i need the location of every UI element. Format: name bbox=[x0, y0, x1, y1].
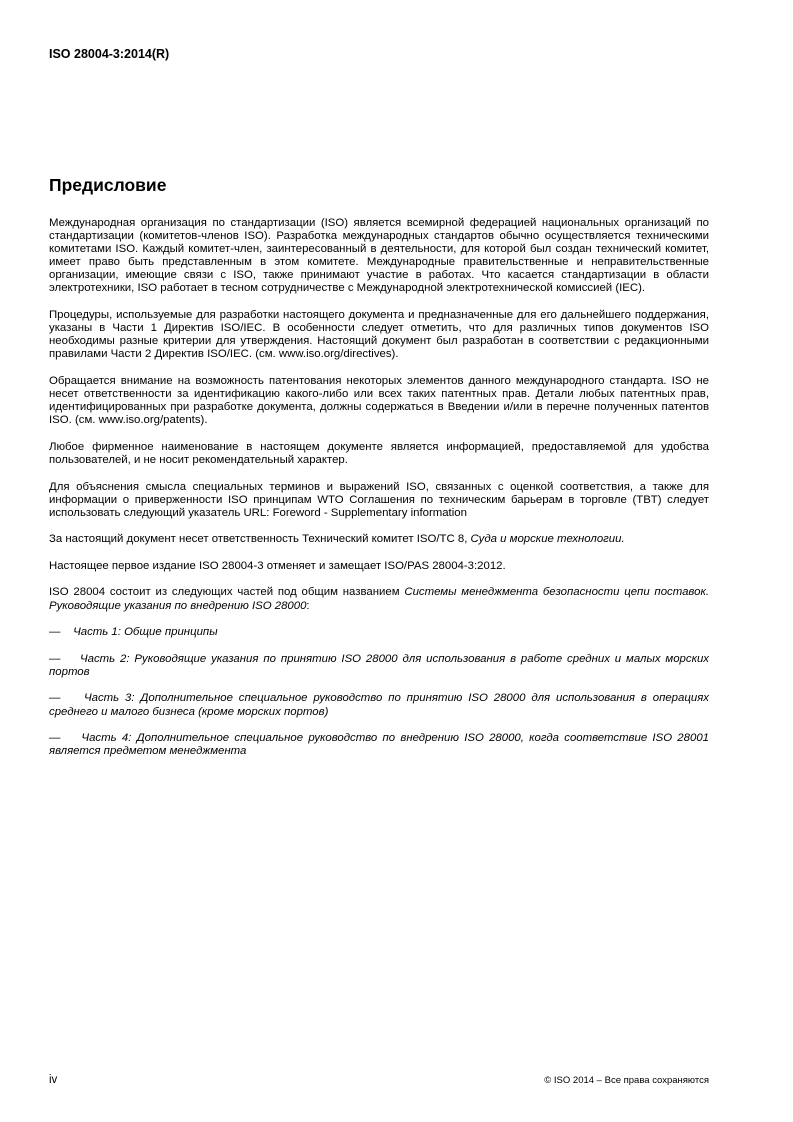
series-title: Системы менеджмента безопасности цепи поставок. Руководящие указания по внедрению ISO 28000 bbox=[49, 586, 709, 612]
document-id: ISO 28004-3:2014(R) bbox=[49, 47, 170, 61]
committee-title: Суда и морские технологии. bbox=[470, 533, 625, 546]
list-dash: — bbox=[49, 732, 61, 745]
paragraph-parts-intro bbox=[49, 586, 709, 612]
list-item-part-3 bbox=[49, 692, 709, 718]
list-dash: — bbox=[49, 652, 61, 665]
list-item-text: Часть 3: Дополнительное специальное руководство по принятию ISO 28000 для использования в операциях среднего и малого бизнеса (кроме морских портов) bbox=[49, 692, 709, 718]
section-title: Предисловие bbox=[49, 175, 167, 195]
copyright-notice: © ISO 2014 – Все права сохраняются bbox=[544, 1075, 709, 1086]
list-item-text: Часть 2: Руководящие указания по принятию ISO 28000 для использования в работе средних и малых морских портов bbox=[49, 652, 709, 678]
committee-text: За настоящий документ несет ответственность Технический комитет ISO/TC 8, bbox=[49, 533, 471, 546]
foreword-body bbox=[49, 217, 709, 772]
paragraph-patents: Обращается внимание на возможность патентования некоторых элементов данного международного стандарта. ISO не несет ответственности за идентификацию какого-либо или всех таких патентных прав. Детали любых патентных прав, идентифицированных при разработке документа, должны содержаться в Введении и/или в перечне полученных патентов ISO. (см. www.iso.org/patents). bbox=[49, 374, 709, 427]
list-item-part-1 bbox=[49, 626, 709, 639]
list-item-part-2 bbox=[49, 653, 709, 679]
paragraph-terms: Для объяснения смысла специальных терминов и выражений ISO, связанных с оценкой соответствия, а также для информации о приверженности ISO принципам WTO Соглашения по техническим барьерам в торговле (TBT) следует использовать следующий указатель URL: Foreword - Supplementary information bbox=[49, 480, 709, 519]
paragraph-edition: Настоящее первое издание ISO 28004-3 отменяет и замещает ISO/PAS 28004-3:2012. bbox=[49, 559, 506, 572]
list-dash: — bbox=[49, 626, 61, 639]
page-number: iv bbox=[49, 1074, 58, 1086]
list-item-text: Часть 1: Общие принципы bbox=[73, 626, 218, 639]
list-dash: — bbox=[49, 692, 61, 705]
list-item-text: Часть 4: Дополнительное специальное руководство по внедрению ISO 28000, когда соответствие ISO 28001 является предметом менеджмента bbox=[49, 732, 709, 758]
paragraph-trade-names: Любое фирменное наименование в настоящем документе является информацией, предоставляемой для удобства пользователей, и не носит рекомендательный характер. bbox=[49, 440, 709, 466]
paragraph-procedures: Процедуры, используемые для разработки настоящего документа и предназначенные для его дальнейшего поддержания, указаны в Части 1 Директив ISO/IEC. В особенности следует отметить, что для различных типов документов ISO необходимы разные критерии для утверждения. Настоящий документ был разработан в соответствии с редакционными правилами Части 2 Директив ISO/IEC. (см. www.iso.org/directives). bbox=[49, 309, 709, 361]
paragraph-responsible-committee bbox=[49, 533, 709, 546]
paragraph-iso-organization: Международная организация по стандартизации (ISO) является всемирной федерацией национальных организаций по стандартизации (комитетов-членов ISO). Разработка международных стандартов обычно осуществляется техническими комитетами ISO. Каждый комитет-член, заинтересованный в деятельности, для которой был создан технический комитет, имеет право быть представленным в этом комитете. Международные правительственные и неправительственные организации, имеющие связи с ISO, также принимают участие в работах. Что касается стандартизации в области электротехники, ISO работает в тесном сотрудничестве с Международной электротехнической комиссией (IEC). bbox=[49, 217, 709, 295]
list-item-part-4 bbox=[49, 732, 709, 758]
parts-intro-text: ISO 28004 состоит из следующих частей под общим названием bbox=[49, 586, 405, 599]
parts-intro-colon: : bbox=[306, 599, 310, 612]
